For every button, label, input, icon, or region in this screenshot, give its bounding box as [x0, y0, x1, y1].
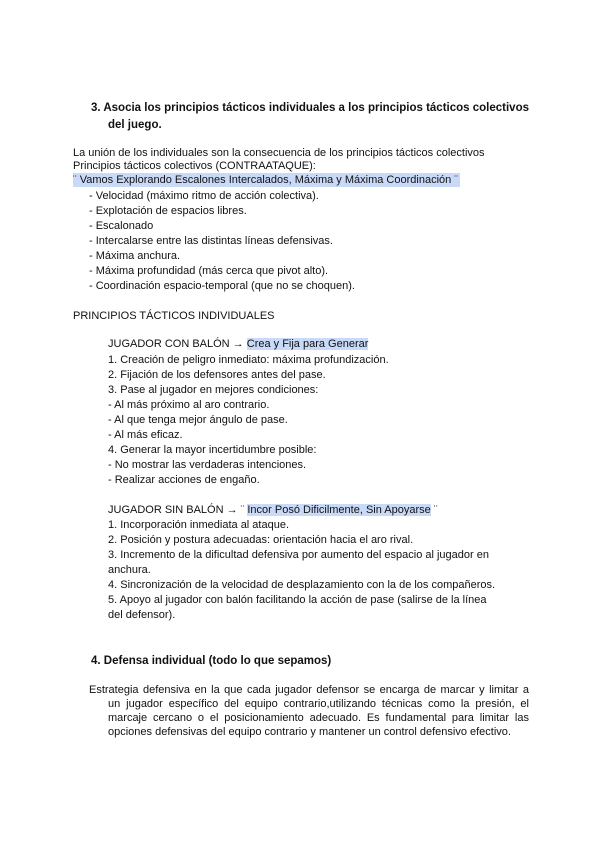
section4-paragraph-first: Estrategia defensiva en la que cada jugador defensor se encarga de marcar y limitar a	[89, 684, 529, 696]
individual-heading: PRINCIPIOS TÁCTICOS INDIVIDUALES	[73, 310, 275, 322]
list-item: 1. Creación de peligro inmediato: máxima profundización.	[108, 354, 389, 366]
con-balon-mnemonic: Crea y Fija para Generar	[246, 338, 369, 350]
list-item: - Coordinación espacio-temporal (que no se choquen).	[89, 280, 355, 292]
list-item: 4. Generar la mayor incertidumbre posible:	[108, 444, 317, 456]
section4-title: 4. Defensa individual (todo lo que sepamos)	[91, 655, 332, 667]
list-item: del defensor).	[108, 609, 176, 621]
list-item: - Al más eficaz.	[108, 429, 183, 441]
list-item: 3. Incremento de la dificultad defensiva por aumento del espacio al jugador en	[108, 549, 489, 561]
con-balon-heading	[108, 337, 368, 351]
sin-balon-label: JUGADOR SIN BALÓN → ¨	[108, 504, 248, 516]
list-item: - No mostrar las verdaderas intenciones.	[108, 459, 307, 471]
list-item: - Intercalarse entre las distintas líneas defensivas.	[89, 235, 333, 247]
sin-balon-heading	[108, 503, 438, 517]
sin-balon-label-end: ¨	[430, 504, 438, 516]
intro-line1: La unión de los individuales son la consecuencia de los principios tácticos colectivos	[73, 147, 485, 159]
list-item: - Al más próximo al aro contrario.	[108, 399, 270, 411]
sin-balon-mnemonic: Incor Posó Dificilmente, Sin Apoyarse	[247, 504, 431, 516]
list-item: anchura.	[108, 564, 151, 576]
list-item: - Al que tenga mejor ángulo de pase.	[108, 414, 288, 426]
section3-title-line1: 3. Asocia los principios tácticos individuales a los principios tácticos colectivos	[91, 102, 529, 114]
list-item: - Máxima anchura.	[89, 250, 181, 262]
section3-title-line2: del juego.	[108, 119, 162, 131]
con-balon-label: JUGADOR CON BALÓN →	[108, 338, 247, 350]
list-item: - Realizar acciones de engaño.	[108, 474, 260, 486]
list-item: - Escalonado	[89, 220, 154, 232]
list-item: 2. Posición y postura adecuadas: orientación hacia el aro rival.	[108, 534, 414, 546]
collective-mnemonic: ¨ Vamos Explorando Escalones Intercalados, Máxima y Máxima Coordinación ¨	[73, 174, 458, 186]
list-item: 1. Incorporación inmediata al ataque.	[108, 519, 290, 531]
list-item: - Explotación de espacios libres.	[89, 205, 247, 217]
list-item: 2. Fijación de los defensores antes del pase.	[108, 369, 326, 381]
list-item: 4. Sincronización de la velocidad de desplazamiento con la de los compañeros.	[108, 579, 496, 591]
list-item: 3. Pase al jugador en mejores condiciones:	[108, 384, 319, 396]
list-item: - Velocidad (máximo ritmo de acción colectiva).	[89, 190, 319, 202]
list-item: 5. Apoyo al jugador con balón facilitando la acción de pase (salirse de la línea	[108, 594, 487, 606]
list-item: - Máxima profundidad (más cerca que pivot alto).	[89, 265, 329, 277]
intro-line2: Principios tácticos colectivos (CONTRAATAQUE):	[73, 160, 316, 172]
section4-paragraph-rest: un jugador específico del equipo contrario,utilizando técnicas como la presión, el marcaje cercano o el posicionamiento adecuado. Es fundamental para limitar las opciones defensivas del equipo contrario y mantener un control defensivo efectivo.	[108, 698, 529, 738]
